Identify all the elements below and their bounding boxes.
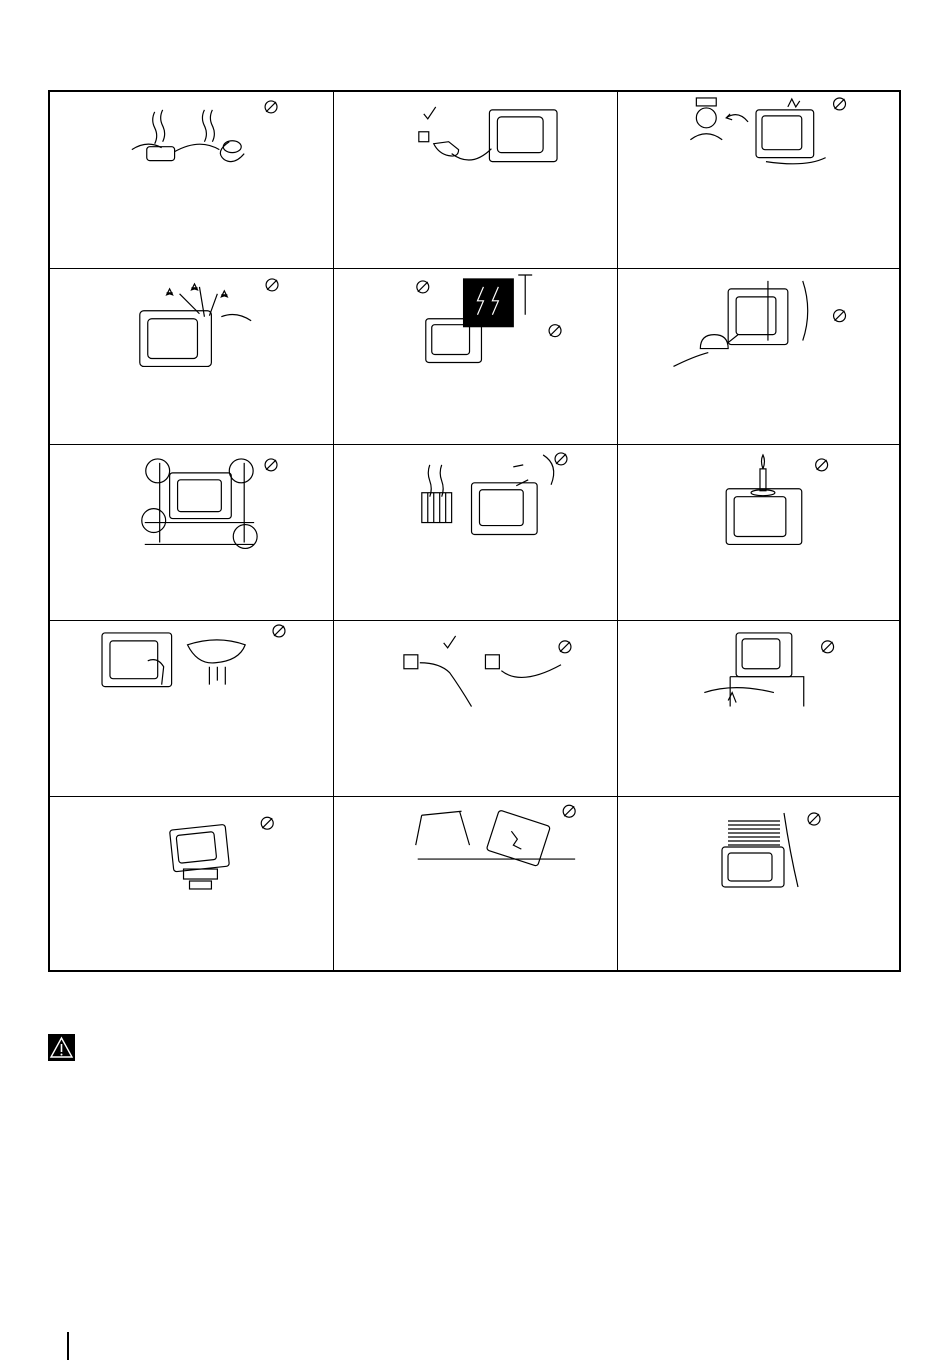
prohibited-icon [261, 817, 273, 829]
wet-cloth-icon [188, 640, 246, 685]
antenna-icon [518, 275, 532, 315]
television-icon [728, 289, 788, 345]
prohibited-icon [563, 805, 575, 817]
shelf-icon [145, 463, 254, 545]
prohibited-icon [816, 459, 828, 471]
cell-lightning-storm [334, 269, 618, 445]
broken-television-icon [756, 99, 826, 164]
television-icon [102, 633, 172, 687]
cell-clean-dry-cloth [50, 621, 334, 797]
check-icon [424, 107, 436, 119]
prohibited-icon [549, 325, 561, 337]
warning-triangle-icon [48, 1034, 75, 1061]
safety-illustration-grid [48, 90, 901, 972]
wobbling-television-icon [170, 824, 230, 889]
technician-icon [690, 98, 722, 140]
check-icon [444, 636, 456, 648]
cell-unplug-before-cleaning [334, 92, 618, 269]
cell-falling-table [334, 797, 618, 970]
window-lightning-icon [464, 279, 514, 327]
cell-pull-plug-not-cord [334, 621, 618, 797]
cell-keep-ventilated [50, 445, 334, 621]
television-icon [170, 473, 232, 519]
prohibited-icon [834, 98, 846, 110]
cell-cord-under-furniture [618, 621, 899, 797]
wall-outlet-icon [419, 132, 429, 142]
outlet-icon [404, 655, 499, 669]
television-icon [140, 311, 212, 367]
cell-no-objects-inside [50, 269, 334, 445]
candle-icon [751, 455, 775, 496]
hand-cloth-icon [148, 660, 164, 685]
television-icon [736, 633, 792, 677]
hand-icon [673, 353, 708, 367]
television-icon [472, 483, 538, 535]
spark-icon [167, 284, 228, 317]
prohibited-icon [808, 813, 820, 825]
prohibited-icon [273, 625, 285, 637]
page-margin-rule [67, 1332, 69, 1360]
curtain-icon [784, 813, 798, 887]
prohibited-icon [417, 281, 429, 293]
heat-waves-icon [428, 465, 443, 497]
steam-icon [153, 110, 215, 144]
prohibited-icon [266, 279, 278, 291]
sun-icon [513, 455, 553, 486]
prohibited-icon [555, 453, 567, 465]
cell-heat-sources [334, 445, 618, 621]
cord-spark-icon [704, 688, 774, 703]
hand-unplugging-icon [434, 142, 492, 160]
cell-no-candles [618, 445, 899, 621]
prohibited-icon [559, 641, 571, 653]
cell-no-self-repair [618, 92, 899, 269]
prohibited-icon [834, 310, 846, 322]
television-icon [489, 110, 557, 162]
arrow-icon [726, 114, 748, 122]
overheated-plug-icon [132, 141, 244, 162]
table-icon [416, 811, 470, 845]
television-icon [726, 489, 802, 545]
television-icon [722, 847, 784, 887]
cell-no-liquids-moisture [618, 269, 899, 445]
prohibited-icon [265, 101, 277, 113]
kettle-icon [700, 335, 738, 349]
radiator-icon [422, 493, 452, 523]
falling-television-icon [486, 810, 550, 866]
cell-overheated-plugs [50, 92, 334, 269]
cell-unstable-stand [50, 797, 334, 970]
prohibited-icon [265, 459, 277, 471]
cell-no-heavy-objects [618, 797, 899, 970]
prohibited-icon [822, 641, 834, 653]
stacked-books-icon [728, 821, 780, 845]
hand-icon [221, 314, 251, 320]
